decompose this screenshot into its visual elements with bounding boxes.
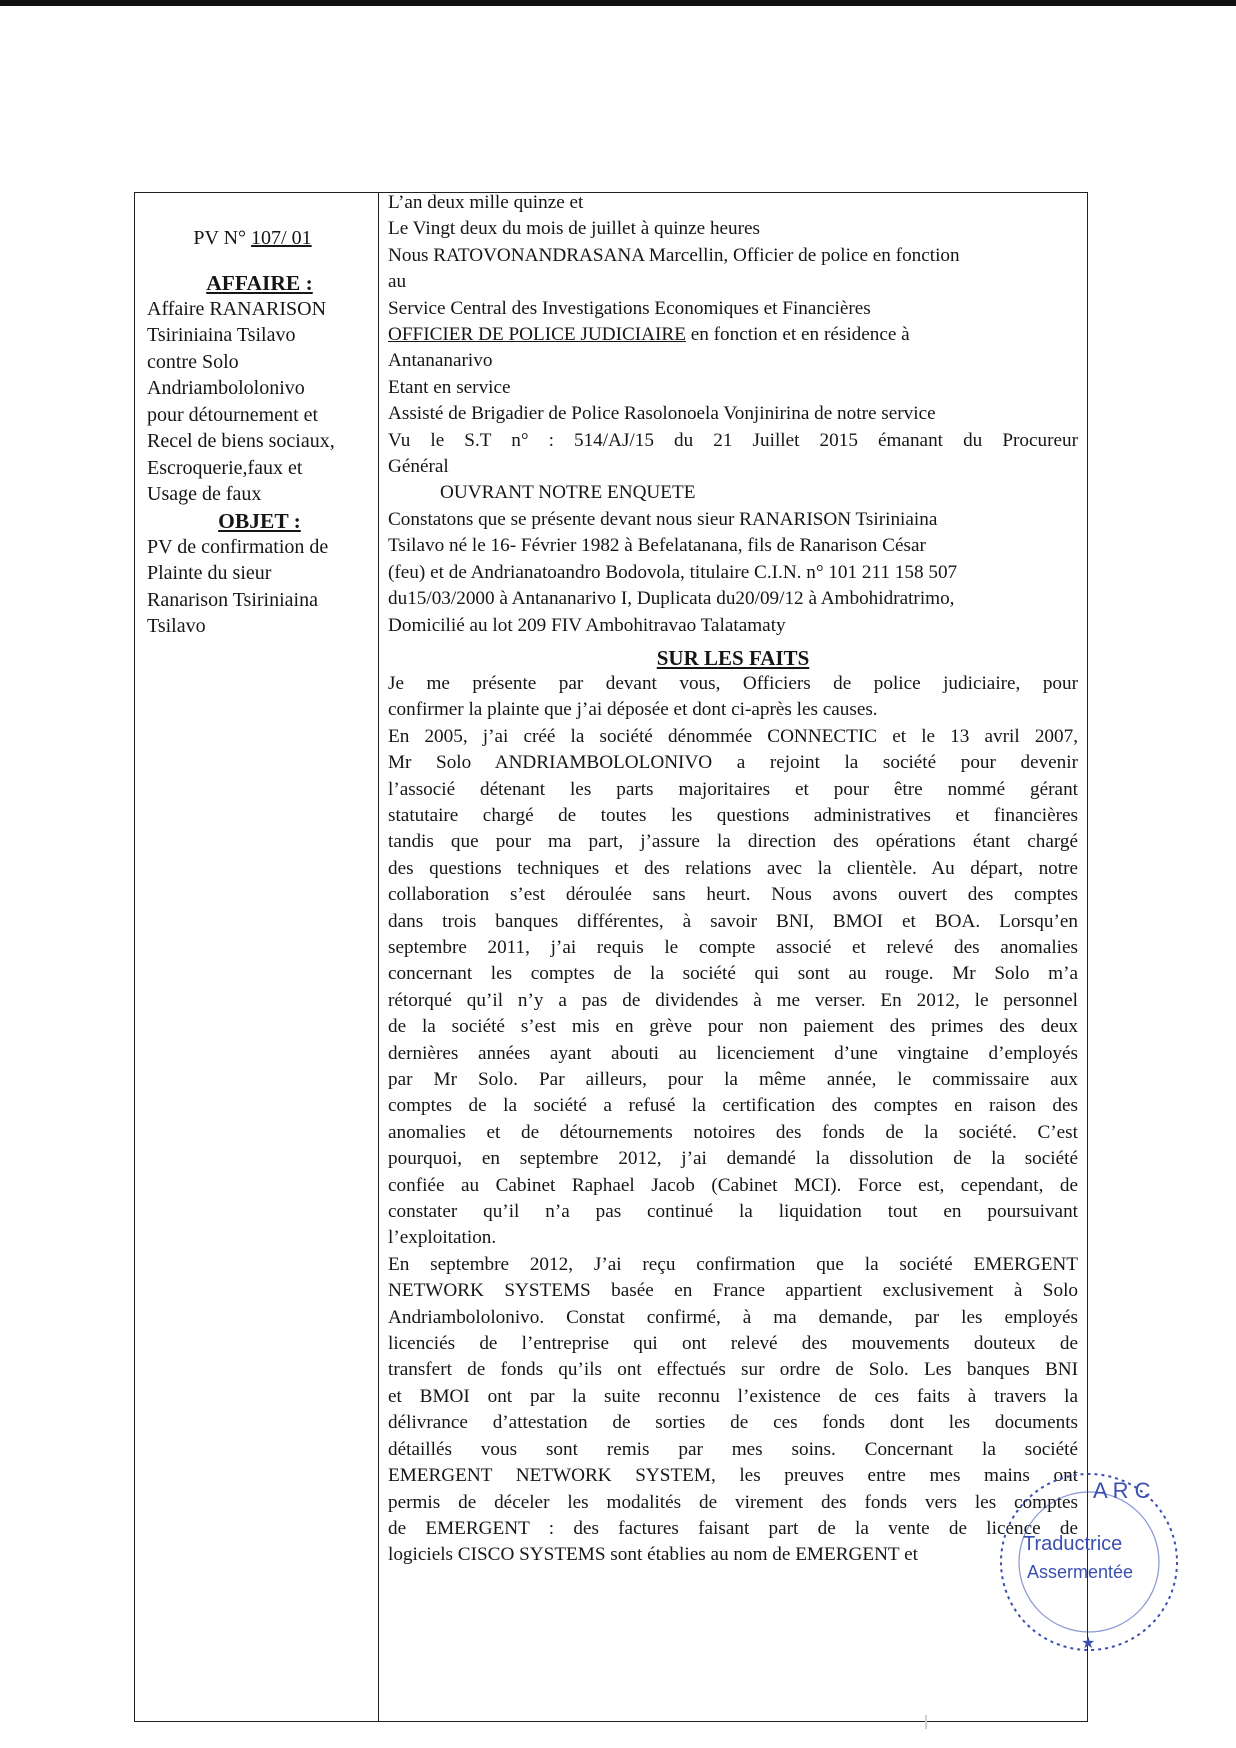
faits-line: En 2005, j’ai créé la société dénommée CONNECTIC et le 13 avril 2007, xyxy=(388,725,1078,747)
header-line: Général xyxy=(388,456,449,478)
faits-line: tandis que pour ma part, j’assure la direction des opérations étant chargé xyxy=(388,831,1078,853)
faits-line: et BMOI ont par la suite reconnu l’existence de ces faits à travers la xyxy=(388,1385,1078,1407)
affaire-line: contre Solo xyxy=(147,350,239,373)
affaire-line: Affaire RANARISON xyxy=(147,297,327,320)
identity-line: Tsilavo né le 16- Février 1982 à Befelatanana, fils de Ranarison César xyxy=(388,535,926,557)
faits-line: l’exploitation. xyxy=(388,1227,497,1249)
affaire-line: Escroquerie,faux et xyxy=(147,456,303,479)
identity-line: du15/03/2000 à Antananarivo I, Duplicata du20/09/12 à Ambohidratrimo, xyxy=(388,588,955,610)
faits-line: par Mr Solo. Par ailleurs, pour la même année, le commissaire aux xyxy=(388,1069,1078,1090)
faits-line: anomalies et de détournements notoires des fonds de la société. C’est xyxy=(388,1121,1078,1143)
faits-line: comptes de la société a refusé la certification des comptes en raison des xyxy=(388,1095,1078,1117)
objet-block xyxy=(147,534,372,640)
header-line: L’an deux mille quinze et xyxy=(388,192,584,213)
opj-suffix: en fonction et en résidence à xyxy=(685,324,910,346)
faits-line: dernières années ayant abouti au licenciement d’une vingtaine d’employés xyxy=(388,1042,1078,1064)
faits-line: concernant les comptes de la société qui sont au rouge. Mr Solo m’a xyxy=(388,963,1078,985)
scan-top-edge xyxy=(0,0,1236,6)
faits-line: permis de déceler les modalités de virement des fonds vers les comptes xyxy=(388,1491,1078,1513)
objet-line: Ranarison Tsiriniaina xyxy=(147,588,318,611)
header-line: Assisté de Brigadier de Police Rasolonoela Vonjinirina de notre service xyxy=(388,403,936,425)
faits-line: confirmer la plainte que j’ai déposée et dont ci-après les causes. xyxy=(388,699,878,721)
header-line: Vu le S.T n° : 514/AJ/15 du 21 Juillet 2015 émanant du Procureur xyxy=(388,429,1078,451)
affaire-line: Andriambololonivo xyxy=(147,377,305,399)
faits-line: En septembre 2012, J’ai reçu confirmation que la société EMERGENT xyxy=(388,1253,1078,1275)
pv-reference xyxy=(133,225,372,252)
pv-prefix: PV N° xyxy=(193,227,247,249)
faits-line: pourquoi, en septembre 2012, j’ai demandé la dissolution de la société xyxy=(388,1148,1078,1170)
faits-line: licenciés de l’entreprise qui ont relevé des mouvements douteux de xyxy=(388,1333,1078,1355)
faits-line: confiée au Cabinet Raphael Jacob (Cabinet MCI). Force est, cependant, de xyxy=(388,1174,1078,1196)
faits-line: Je me présente par devant vous, Officiers de police judiciaire, pour xyxy=(388,672,1078,694)
objet-heading: OBJET : xyxy=(218,508,301,533)
identity-block xyxy=(388,507,1078,639)
faits-line: délivrance d’attestation de sorties de ces fonds dont les documents xyxy=(388,1412,1078,1434)
identity-line: Domicilié au lot 209 FIV Ambohitravao Talatamaty xyxy=(388,614,786,636)
faits-line: dans trois banques différentes, à savoir BNI, BMOI et BOA. Lorsqu’en xyxy=(388,910,1078,932)
stamp-middle-text: Traductrice xyxy=(1023,1533,1123,1555)
left-column xyxy=(135,193,378,640)
header-line-opj xyxy=(388,322,1078,348)
affaire-line: Usage de faux xyxy=(147,483,262,505)
objet-line: Plainte du sieur xyxy=(147,562,272,584)
objet-line: Tsilavo xyxy=(147,615,206,637)
ouvrant-enquete: OUVRANT NOTRE ENQUETE xyxy=(440,482,696,504)
faits-line: l’associé détenant les parts majoritaires et pour être nommé gérant xyxy=(388,778,1078,800)
faits-line: des questions techniques et des relations avec la clientèle. Au départ, notre xyxy=(388,857,1078,879)
stamp-top-text: A R C xyxy=(1093,1478,1151,1503)
faits-line: de EMERGENT : des factures faisant part de la vente de licence de xyxy=(388,1517,1078,1539)
faits-line: Mr Solo ANDRIAMBOLOLONIVO a rejoint la société pour devenir xyxy=(388,752,1078,774)
faits-line: rétorqué qu’il n’y a pas de dividendes à me verser. En 2012, le personnel xyxy=(388,989,1078,1011)
faits-line: statutaire chargé de toutes les questions administratives et financières xyxy=(388,804,1078,826)
header-line: Nous RATOVONANDRASANA Marcellin, Officier de police en fonction xyxy=(388,244,960,266)
faits-line: détaillés vous sont remis par mes soins. Concernant la société xyxy=(388,1438,1078,1460)
identity-line: (feu) et de Andrianatoandro Bodovola, titulaire C.I.N. n° 101 211 158 507 xyxy=(388,561,958,583)
faits-line: Andriambololonivo. Constat confirmé, à ma demande, par les employés xyxy=(388,1306,1078,1328)
pv-number: 107/ 01 xyxy=(251,227,312,249)
affaire-line: pour détournement et xyxy=(147,403,319,426)
header-line: Etant en service xyxy=(388,376,511,398)
faits-block xyxy=(388,671,1078,1569)
stamp-bottom-text: Assermentée xyxy=(1027,1562,1134,1582)
faits-heading: SUR LES FAITS xyxy=(656,645,810,670)
affaire-line: Recel de biens sociaux, xyxy=(147,430,335,452)
translator-stamp xyxy=(985,1458,1195,1668)
faits-line: collaboration s’est déroulée sans heurt. Nous avons ouvert des comptes xyxy=(388,884,1078,906)
column-divider xyxy=(378,193,379,1721)
right-column xyxy=(388,190,1078,1569)
pv-table xyxy=(134,192,1088,1722)
header-line: Antananarivo xyxy=(388,350,493,372)
faits-line: constater qu’il n’a pas continué la liquidation tout en poursuivant xyxy=(388,1201,1078,1223)
scan-mark xyxy=(925,1715,927,1729)
affaire-line: Tsiriniaina Tsilavo xyxy=(147,324,296,346)
faits-line: de la société s’est mis en grève pour non paiement des primes des deux xyxy=(388,1016,1078,1038)
faits-line: logiciels CISCO SYSTEMS sont établies au nom de EMERGENT et xyxy=(388,1544,918,1566)
faits-line: EMERGENT NETWORK SYSTEM, les preuves entre mes mains ont xyxy=(388,1465,1078,1487)
header-line: Le Vingt deux du mois de juillet à quinze heures xyxy=(388,218,761,240)
stamp-star-icon: ★ xyxy=(1081,1635,1096,1652)
header-line: Service Central des Investigations Economiques et Financières xyxy=(388,297,871,319)
opj-title: OFFICIER DE POLICE JUDICIAIRE xyxy=(388,324,686,346)
faits-line: transfert de fonds qu’ils ont effectués sur ordre de Solo. Les banques BNI xyxy=(388,1359,1078,1381)
header-line: au xyxy=(388,271,407,293)
identity-line: Constatons que se présente devant nous sieur RANARISON Tsiriniaina xyxy=(388,508,938,530)
faits-line: NETWORK SYSTEMS basée en France appartient exclusivement à Solo xyxy=(388,1280,1078,1302)
affaire-heading: AFFAIRE : xyxy=(206,270,313,295)
objet-line: PV de confirmation de xyxy=(147,535,329,558)
affaire-block xyxy=(147,296,372,508)
faits-line: septembre 2011, j’ai requis le compte associé et relevé des anomalies xyxy=(388,936,1078,958)
